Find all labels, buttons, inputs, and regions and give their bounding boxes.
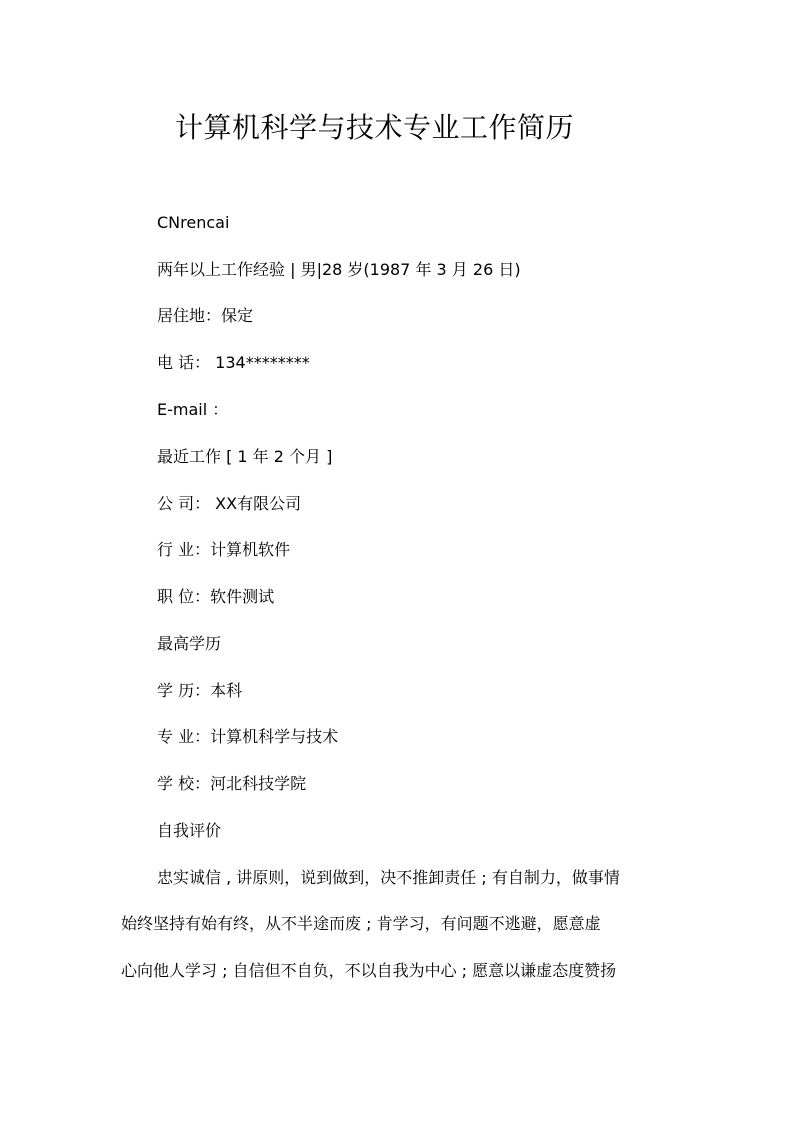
self-evaluation-line: 始终坚持有始有终，从不半途而废 ; 肯学习，有问题不逃避，愿意虚 bbox=[121, 914, 601, 933]
education-heading: 最高学历 bbox=[157, 634, 222, 653]
degree: 学 历：本科 bbox=[157, 681, 243, 700]
recent-work: 最近工作 [ 1 年 2 个月 ] bbox=[157, 447, 333, 466]
self-evaluation-heading: 自我评价 bbox=[157, 821, 222, 840]
major: 专 业：计算机科学与技术 bbox=[157, 727, 339, 746]
school: 学 校：河北科技学院 bbox=[157, 774, 307, 793]
phone: 电 话： 134******** bbox=[157, 353, 310, 372]
job-position: 职 位：软件测试 bbox=[157, 587, 275, 606]
experience-summary: 两年以上工作经验 | 男|28 岁(1987 年 3 月 26 日) bbox=[157, 260, 521, 279]
self-evaluation-line: 忠实诚信 , 讲原则，说到做到，决不推卸责任 ; 有自制力，做事情 bbox=[157, 868, 620, 887]
industry: 行 业：计算机软件 bbox=[157, 540, 291, 559]
email: E-mail ： bbox=[157, 400, 229, 419]
company: 公 司： XX有限公司 bbox=[157, 494, 302, 513]
page-title: 计算机科学与技术专业工作简历 bbox=[175, 111, 575, 144]
residence: 居住地：保定 bbox=[157, 306, 254, 325]
candidate-name: CNrencai bbox=[157, 213, 230, 232]
self-evaluation-line: 心向他人学习 ; 自信但不自负，不以自我为中心 ; 愿意以谦虚态度赞扬 bbox=[121, 961, 617, 980]
